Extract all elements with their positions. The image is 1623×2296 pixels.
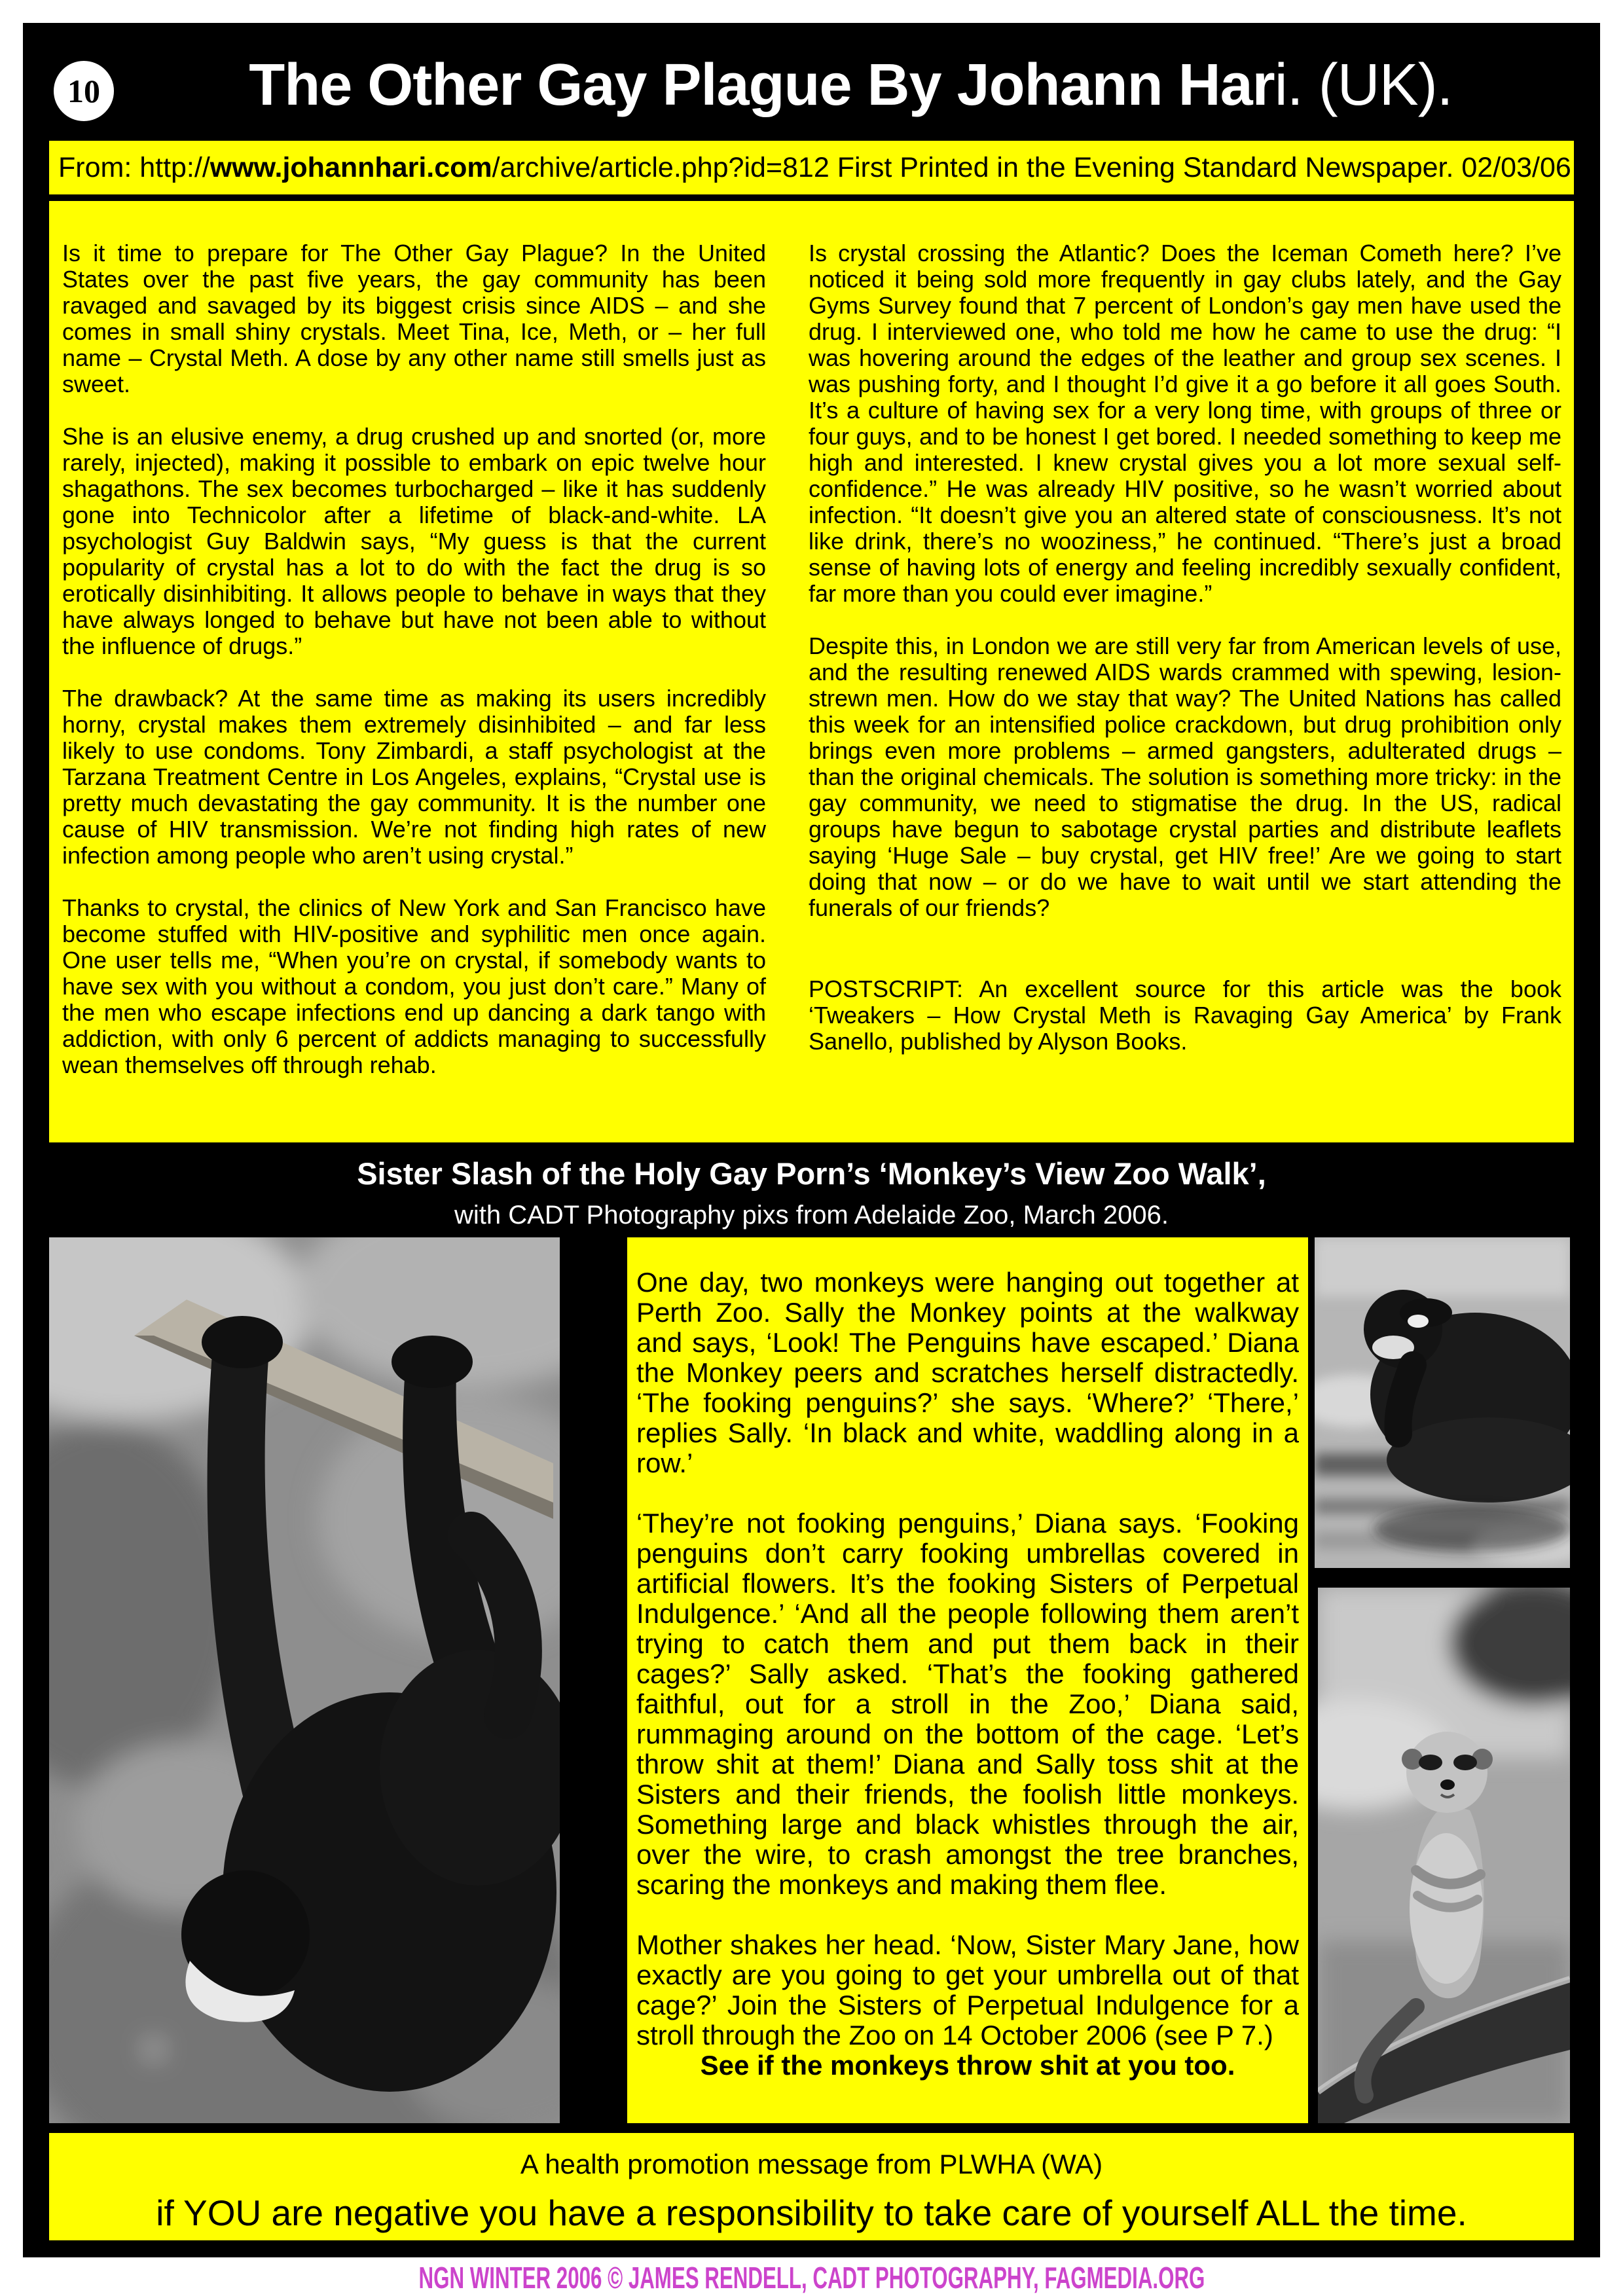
story-paragraph: Mother shakes her head. ‘Now, Sister Mary Jane, how exactly are you going to get your umbrella out of that cage?’ Join the Sisters of Perpetual Indulgence for a stroll through the Zoo on 14 October 2006 (see P 7.) xyxy=(636,1929,1299,2050)
story-paragraph: One day, two monkeys were hanging out together at Perth Zoo. Sally the Monkey points at the walkway and says, ‘Look! The Penguins have escaped.’ Diana the Monkey peers and scratches herself distractedly. ‘The fooking penguins?’ she says. ‘Where?’ ‘There,’ replies Sally. ‘In black and white, waddling along in a row.’ xyxy=(636,1267,1299,1478)
health-message: A health promotion message from PLWHA (WA) xyxy=(520,2149,1103,2179)
page-title-bold: The Other Gay Plague By Johann Har xyxy=(249,52,1275,118)
responsibility-message: if YOU are negative you have a responsibility to take care of yourself ALL the time. xyxy=(156,2193,1467,2233)
article-paragraph: She is an elusive enemy, a drug crushed up and snorted (or, more rarely, injected), making it possible to embark on epic twelve hour shagathons. The sex becomes turbocharged – like it has suddenly gone into Technicolor after a lifetime of black-and-white. LA psychologist Guy Baldwin says, “My guess is that the current popularity of crystal has a lot to do with the fact the drug is so erotically disinhibiting. It allows people to behave in ways that they have always longed to behave but have not been able to without the influence of drugs.” xyxy=(62,423,766,659)
story-closing-line: See if the monkeys throw shit at you too. xyxy=(700,2050,1235,2081)
zoo-walk-heading: Sister Slash of the Holy Gay Porn’s ‘Monkey’s View Zoo Walk’, xyxy=(357,1156,1266,1191)
page-number: 10 xyxy=(67,73,100,109)
article-paragraph: Is crystal crossing the Atlantic? Does the Iceman Cometh here? I’ve noticed it being sold more frequently in gay clubs lately, and the Gay Gyms Survey found that 7 percent of London’s gay men have used the drug. I interviewed one, who told me how he came to use the drug: “I was hovering around the edges of the leather and group sex scenes. I was pushing forty, and I thought I’d give it a go before it all goes South. It’s a culture of having sex for a very long time, with groups of three or four guys, and to be honest I get bored. I needed something to keep me high and interested. I knew crystal gives you a lot more sexual self-confidence.” He was already HIV positive, so he wasn’t worried about infection. “It doesn’t give you an altered state of consciousness. It’s not like drink, there’s no wooziness,” he continued. “There’s just a broad sense of having lots of energy and feeling incredibly sexually confident, far more than you could ever imagine.” xyxy=(809,240,1561,607)
page-title-light: i. (UK). xyxy=(1274,52,1453,118)
article-paragraph: The drawback? At the same time as making its users incredibly horny, crystal makes them extremely disinhibited – and far less likely to use condoms. Tony Zimbardi, a staff psychologist at the Tarzana Treatment Centre in Los Angeles, explains, “Crystal use is pretty much devastating the gay community. It is the number one cause of HIV transmission. We’re not finding high rates of new infection among people who aren’t using crystal.” xyxy=(62,685,766,869)
source-prefix: From: http:// xyxy=(58,152,210,183)
page-title xyxy=(121,52,1580,119)
monkey-hanging-illustration xyxy=(49,1237,560,2123)
monkey-by-water-photo xyxy=(1315,1237,1570,1568)
article-paragraph: Is it time to prepare for The Other Gay Plague? In the United States over the past five years, the gay community has been ravaged and savaged by its biggest crisis since AIDS – and she comes in small shiny crystals. Meet Tina, Ice, Meth, or – her full name – Crystal Meth. A dose by any other name still smells just as sweet. xyxy=(62,240,766,397)
meerkat-photo xyxy=(1318,1588,1570,2123)
source-bar xyxy=(49,141,1574,194)
credits-strip xyxy=(0,2260,1623,2295)
credits-text: NGN WINTER 2006 © JAMES RENDELL, CADT PHOTOGRAPHY, FAGMEDIA.ORG xyxy=(418,2261,1205,2295)
page-sheet xyxy=(23,23,1600,2257)
article-paragraph: Despite this, in London we are still very far from American levels of use, and the resulting renewed AIDS wards crammed with spewing, lesion-strewn men. How do we stay that way? The United Nations has called this week for an intensified police crackdown, but drug prohibition only brings even more problems – armed gangsters, adulterated drugs – than the original chemicals. The solution is something more tricky: in the gay community, we need to stigmatise the drug. In the US, radical groups have begun to sabotage crystal parties and distribute leaflets saying ‘Huge Sale – buy crystal, get HIV free!’ Are we going to start doing that now – or do we have to wait until we start attending the funerals of our friends? xyxy=(809,632,1561,921)
article-postscript: POSTSCRIPT: An excellent source for this article was the book ‘Tweakers – How Crystal Meth is Ravaging Gay America’ by Frank Sanello, published by Alyson Books. xyxy=(809,975,1561,1055)
zoo-story xyxy=(627,1237,1308,2123)
article-body xyxy=(49,201,1574,1142)
article-paragraph: Thanks to crystal, the clinics of New York and San Francisco have become stuffed with HIV-positive and syphilitic men once again. One user tells me, “When you’re on crystal, if somebody wants to have sex with you without a condom, you just don’t care.” Many of the men who escape infections end up dancing a dark tango with addiction, with only 6 percent of addicts managing to successfully wean themselves off through rehab. xyxy=(62,894,766,1078)
source-suffix: /archive/article.php?id=812 First Printed in the Evening Standard Newspaper. 02/03/06 xyxy=(492,152,1571,183)
source-url: www.johannhari.com xyxy=(210,152,492,183)
article-left-column xyxy=(62,240,766,1104)
health-promotion-footer xyxy=(49,2133,1574,2240)
monkey-by-water-illustration xyxy=(1315,1237,1570,1568)
zoo-walk-band xyxy=(23,1142,1600,1237)
story-paragraph: ‘They’re not fooking penguins,’ Diana says. ‘Fooking penguins don’t carry fooking umbrellas covered in artificial flowers. It’s the fooking Sisters of Perpetual Indulgence.’ ‘And all the people following them aren’t trying to catch them and put them back in their cages?’ Sally asked. ‘That’s the fooking gathered faithful, out for a stroll in the Zoo,’ Diana said, rummaging around on the bottom of the cage. ‘Let’s throw shit at them!’ Diana and Sally toss shit at the Sisters and their friends, the foolish little monkeys. Something large and black whistles through the air, over the wire, to crash amongst the tree branches, scaring the monkeys and making them flee. xyxy=(636,1508,1299,1900)
meerkat-illustration xyxy=(1318,1588,1570,2123)
zoo-walk-subheading: with CADT Photography pixs from Adelaide Zoo, March 2006. xyxy=(454,1201,1169,1230)
monkey-hanging-photo xyxy=(49,1237,560,2123)
page-number-badge xyxy=(54,61,114,121)
article-right-column xyxy=(809,240,1561,1081)
